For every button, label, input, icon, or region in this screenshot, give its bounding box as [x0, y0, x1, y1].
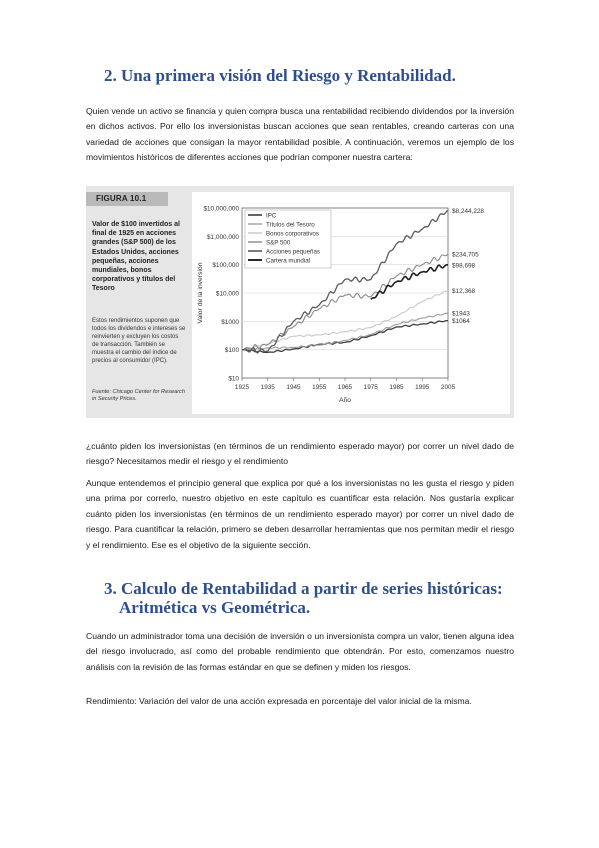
figure-caption-panel: [86, 186, 190, 418]
legend-label: S&P 500: [266, 239, 291, 247]
end-value-label: $12,368: [452, 287, 476, 295]
y-tick-label: $10,000: [215, 290, 239, 298]
y-tick-label: $1,000,000: [207, 233, 239, 241]
figure-source: Fuente: Chicago Center for Research in Security Prices.: [92, 389, 185, 403]
x-axis-label: Año: [338, 397, 352, 404]
figure-caption-note: Estos rendimientos suponen que todos los dividendos e intereses se reinvierten y excluyen los costos de transacción. También se muestra el cambio del índice de precios al consumidor (IPC).: [92, 318, 186, 364]
y-tick-label: $10,000,000: [203, 205, 239, 213]
end-value-label: $98,698: [452, 262, 476, 270]
series-line: [371, 265, 448, 300]
legend-label: Bonos corporativos: [266, 230, 319, 238]
section-3-paragraph: Cuando un administrador toma una decisión de inversión o un inversionista compra un valor, tienen alguna idea del riesgo involucrado, así como del probable rendimiento que obtendrán. Por esto, comenzamos nuestro análisis con la revisión de las formas estándar en que se definen y miden los riesgos.: [86, 631, 514, 672]
end-value-label: $1064: [452, 318, 470, 326]
legend-label: IPC: [266, 212, 277, 220]
x-tick-label: 1945: [286, 384, 301, 391]
x-tick-label: 1975: [363, 384, 378, 391]
y-axis-label: Valor de la inversión: [197, 262, 204, 324]
legend-label: Cartera mundial: [266, 257, 311, 265]
question-text: ¿cuánto piden los inversionistas (en términos de un rendimiento esperado mayor) por correr un nivel dado de riesgo? Necesitamos medir el riesgo y el rendimiento: [86, 441, 514, 467]
figure-caption-bold: Valor de $100 invertidos al final de 1925 en acciones grandes (S&P 500) de los Estados Unidos, acciones pequeñas, acciones mundiales, bonos corporativos y títulos del Tesoro: [92, 221, 180, 293]
x-tick-label: 1995: [415, 384, 430, 391]
legend-label: Títulos del Tesoro: [266, 221, 315, 229]
investment-chart: [192, 192, 510, 414]
explanation-paragraph: Aunque entendemos el principio general que explica por qué a los inversionistas no les gusta el riesgo y piden una prima por correrlo, nuestro objetivo en este capítulo es cuantificar esta relación. Nos gustaría explicar cuánto piden los inversionistas (en términos de un rendimiento esperado mayor) por correr un nivel dado de riesgo. Para cuantificar la relación, primero se deben desarrollar herramientas que nos permitan medir el riesgo y el rendimiento. Ese es el objetivo de la siguiente sección.: [86, 478, 514, 550]
x-tick-label: 2005: [440, 384, 456, 391]
figure-tag-label: FIGURA 10.1: [96, 194, 147, 203]
figure-10-1: [86, 186, 514, 418]
figure-tag: [86, 192, 168, 206]
section-3-heading-line2: Aritmética vs Geométrica.: [119, 598, 311, 617]
y-tick-label: $1000: [221, 318, 239, 326]
series-line: [242, 254, 448, 350]
end-value-label: $8,244,228: [452, 207, 484, 215]
return-definition: Rendimiento: Variación del valor de una acción expresada en porcentaje del valor inicial de la misma.: [86, 696, 472, 706]
x-tick-label: 1985: [389, 384, 404, 391]
chart-container: [192, 192, 510, 414]
y-tick-label: $100: [224, 347, 239, 355]
y-tick-label: $10: [228, 375, 239, 383]
section-3-heading-line1: 3. Calculo de Rentabilidad a partir de series históricas:: [104, 579, 503, 598]
y-tick-label: $100,000: [212, 262, 239, 270]
legend-label: Acciones pequeñas: [266, 248, 321, 256]
end-value-label: $1943: [452, 310, 470, 318]
x-tick-label: 1935: [260, 384, 275, 391]
x-tick-label: 1965: [337, 384, 353, 391]
x-tick-label: 1925: [234, 384, 250, 391]
section-2-intro: Quien vende un activo se financia y quien compra busca una rentabilidad recibiendo dividendos por la inversión en dichos activos. Por ello los inversionistas buscan acciones que sean rentables, creando carteras con una variedad de acciones que consigan la mayor rentabilidad posible. A continuación, veremos un ejemplo de los movimientos históricos de diferentes acciones que podrían componer nuestra cartera:: [86, 106, 514, 163]
x-tick-label: 1955: [312, 384, 327, 391]
section-2-heading: 2. Una primera visión del Riesgo y Rentabilidad.: [104, 66, 456, 85]
end-value-label: $234,705: [452, 251, 479, 259]
